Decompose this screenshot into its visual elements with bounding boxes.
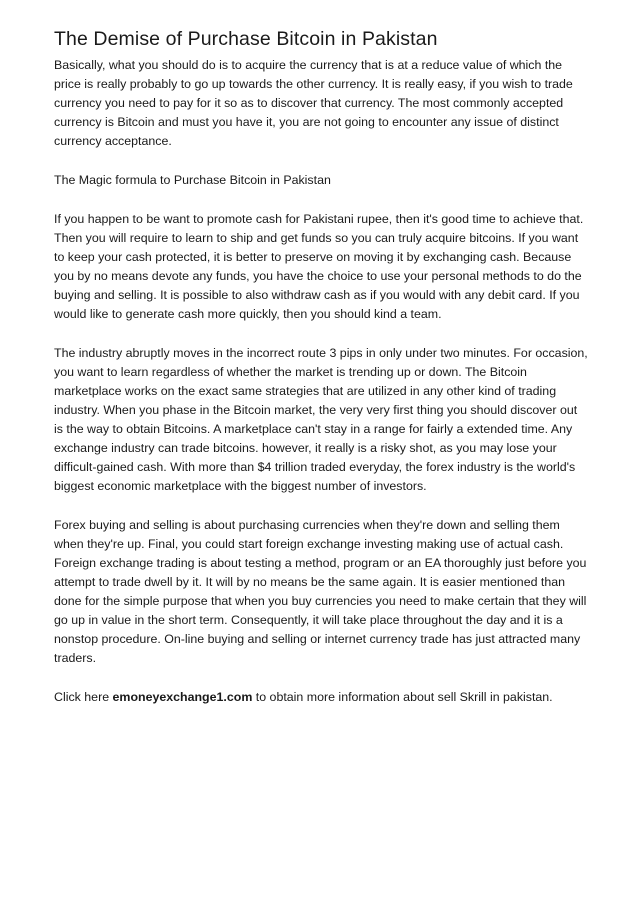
emoneyexchange-link[interactable]: emoneyexchange1.com: [112, 690, 253, 704]
body-paragraph-1: If you happen to be want to promote cash for Pakistani rupee, then it's good time to achieve that. Then you will require to learn to ship and get funds so you can truly acquire bitcoins. If you want to keep your cash protected, it is better to preserve on moving it by exchanging cash. Because you by no means devote any funds, you have the choice to use your personal methods to do the buying and selling. It is possible to also withdraw cash as if you would with any debit card. If you would like to generate cash more quickly, then you should kind a team.: [54, 212, 584, 321]
closing-paragraph: [54, 688, 588, 707]
intro-paragraph: Basically, what you should do is to acquire the currency that is at a reduce value of which the price is really probably to go up towards the other currency. It is really easy, if you wish to trade currency you need to pay for it so as to discover that currency. The most commonly accepted currency is Bitcoin and must you have it, you are not going to encounter any issue of distinct currency acceptance.: [54, 58, 573, 148]
article-title: The Demise of Purchase Bitcoin in Pakistan: [54, 28, 438, 50]
document-page: [54, 28, 588, 727]
closing-suffix: to obtain more information about sell Skrill in pakistan.: [252, 690, 553, 704]
closing-prefix: Click here: [54, 690, 113, 704]
body-paragraph-2: The industry abruptly moves in the incorrect route 3 pips in only under two minutes. For occasion, you want to learn regardless of whether the market is trending up or down. The Bitcoin marketplace works on the exact same strategies that are utilized in any other kind of trading industry. When you phase in the Bitcoin market, the very very first thing you should discover out is the way to obtain Bitcoins. A marketplace can't stay in a range for fairly a extended time. Any exchange industry can trade bitcoins. however, it really is a risky shot, as you may lose your difficult-gained cash. With more than $4 trillion traded everyday, the forex industry is the world's biggest economic marketplace with the biggest number of investors.: [54, 346, 588, 493]
article-subheading: The Magic formula to Purchase Bitcoin in Pakistan: [54, 173, 331, 187]
body-paragraph-3: Forex buying and selling is about purchasing currencies when they're down and selling them when they're up. Final, you could start foreign exchange investing making use of actual cash. Foreign exchange trading is about testing a method, program or an EA thoroughly just before you attempt to trade dwell by it. It will by no means be the same again. It is easier mentioned than done for the simple purpose that when you buy currencies you need to make certain that they will go up in value in the short term. Consequently, it will take place throughout the day and it is a nonstop procedure. On-line buying and selling or internet currency trade has just attracted many traders.: [54, 518, 587, 665]
